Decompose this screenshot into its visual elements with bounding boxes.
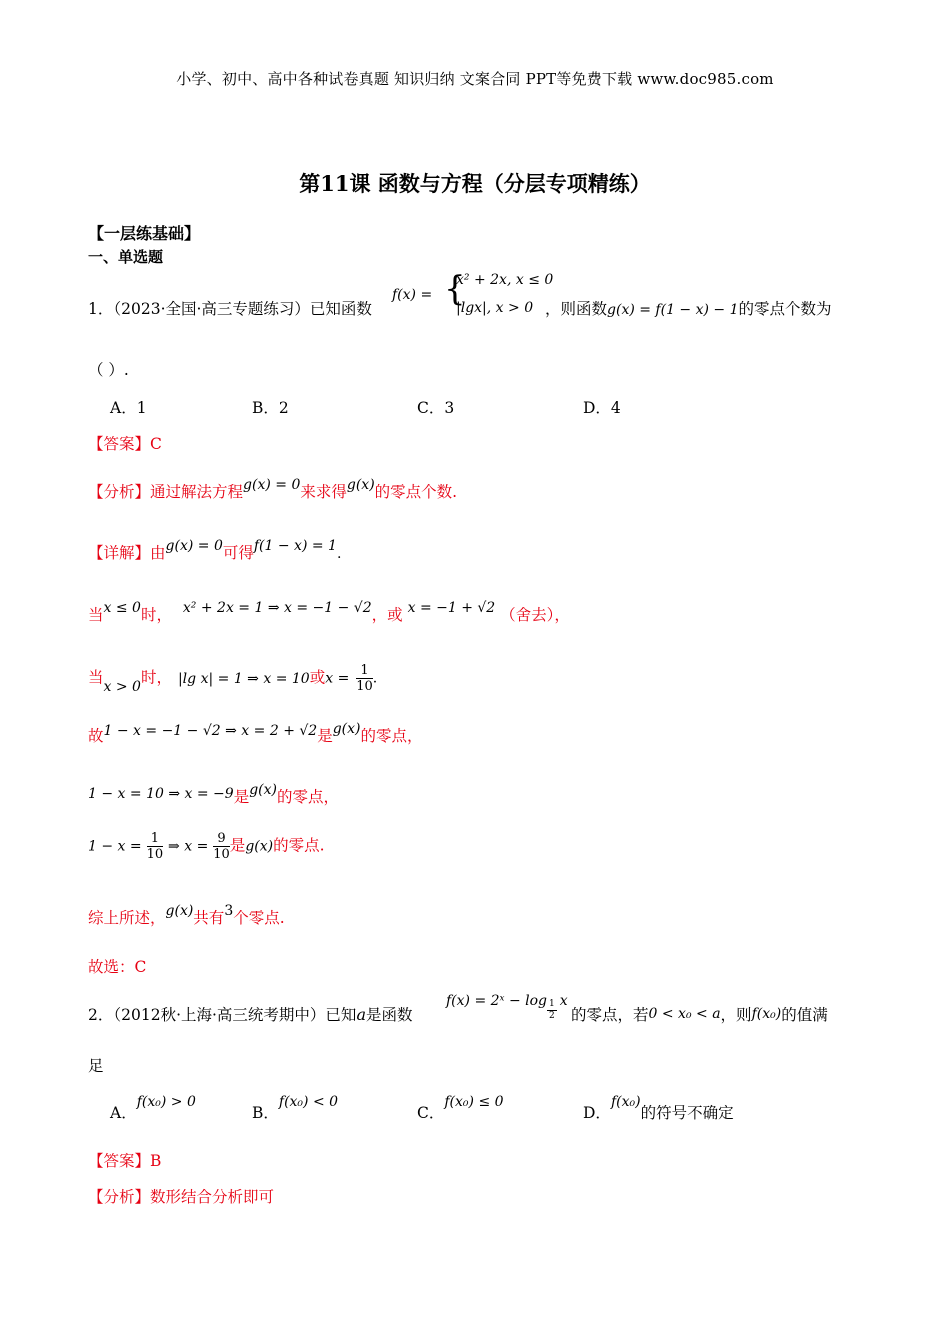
option-label: B． <box>252 1104 279 1122</box>
option-suffix: 的符号不确定 <box>640 1104 734 1122</box>
q2-option-c <box>417 1094 504 1123</box>
q1-option-c: C．3 <box>417 399 455 417</box>
analysis-text: 通过解法方程 <box>150 483 244 501</box>
q2-text: 是函数 <box>365 1006 413 1024</box>
math-gx: g(x) <box>245 838 274 855</box>
q1-zero-1 <box>88 721 423 746</box>
case-text: 当 <box>88 668 104 687</box>
q1-source: （2023·全国·高三专题练习）已知函数 <box>113 300 372 318</box>
q1-option-b: B．2 <box>252 399 289 417</box>
fraction-den: 10 <box>213 847 230 862</box>
case-text: . <box>372 670 378 687</box>
q2-answer: 【答案】B <box>88 1152 162 1170</box>
zero-text: 故 <box>88 727 104 745</box>
analysis-text: 来求得 <box>300 483 347 501</box>
q1-zero-3 <box>88 832 325 861</box>
analysis-label: 【分析】 <box>88 1188 151 1206</box>
math-g-eq-0: g(x) = 0 <box>243 477 301 493</box>
q1-choice: 故选：C <box>88 958 147 976</box>
math-cond: x > 0 <box>103 678 141 695</box>
option-label: D． <box>583 1104 611 1122</box>
summary-text: 共有 <box>193 909 225 927</box>
q1-mid: ，则函数 <box>545 300 608 318</box>
detail-label: 【详解】 <box>88 544 151 562</box>
analysis-label: 【分析】 <box>88 483 151 501</box>
q1-case-b <box>88 664 377 693</box>
log-base <box>547 1000 557 1021</box>
fraction-den: 10 <box>146 847 164 862</box>
case-text: 时， <box>140 668 172 687</box>
fraction-num: 1 <box>549 999 555 1009</box>
option-math: f(x₀) > 0 <box>136 1094 196 1110</box>
fraction-num: 1 <box>147 832 164 847</box>
math-a: a <box>356 1005 366 1024</box>
q2-option-b <box>252 1094 339 1123</box>
brace-symbol: { <box>444 269 466 309</box>
fraction-den: 2 <box>549 1011 555 1021</box>
q2-option-a <box>110 1094 196 1123</box>
page-title: 第11课 函数与方程（分层专项精练） <box>299 171 651 196</box>
math-fx: f(x) = 2ˣ − log <box>446 993 548 1009</box>
subsection-label: 一、单选题 <box>88 248 164 266</box>
option-label: C． <box>417 1104 445 1122</box>
q2-number: 2． <box>88 1006 114 1024</box>
fraction <box>147 832 164 861</box>
zero-text: 的零点， <box>360 727 423 745</box>
q2-analysis <box>88 1185 274 1207</box>
math-eq: x = <box>325 670 350 687</box>
q2-text: 的值满 <box>781 1006 828 1024</box>
summary-text: 个零点. <box>233 909 285 927</box>
zero-text: 是 <box>317 727 333 745</box>
q1-answer: 【答案】C <box>88 435 162 453</box>
q2-text: 的零点，若 <box>571 1006 649 1024</box>
fraction-num: 1 <box>356 664 373 679</box>
math-f-eq-1: f(1 − x) = 1 <box>253 538 337 554</box>
zero-text: 的零点， <box>276 788 339 806</box>
page-header: 小学、初中、高中各种试卷真题 知识归纳 文案合同 PPT等免费下载 www.doc985.com <box>176 70 774 88</box>
section-label: 【一层练基础】 <box>88 224 201 243</box>
case-text: 时， <box>140 606 172 624</box>
q1-case2: |lgx|, x > 0 <box>456 300 534 316</box>
q2-option-d <box>583 1094 734 1123</box>
q1-paren: （ ）. <box>88 361 129 379</box>
q2-stem-tail: 足 <box>88 1057 104 1075</box>
q1-stem-end <box>545 297 832 319</box>
q1-tail: 的零点个数为 <box>738 300 832 318</box>
math-gx: g(x) <box>165 903 194 919</box>
q1-case-a <box>88 600 570 625</box>
math-eq: 1 − x = 10 ⇒ x = −9 <box>88 786 234 802</box>
detail-text: . <box>336 546 342 562</box>
zero-text: 的零点. <box>273 836 325 855</box>
case-text: ，或 <box>371 606 403 624</box>
math-eq: x² + 2x = 1 ⇒ x = −1 − √2 <box>182 600 372 616</box>
q1-number: 1． <box>88 300 114 318</box>
detail-text: 由 <box>150 544 166 562</box>
q1-summary <box>88 903 285 928</box>
q1-gx-def: g(x) = f(1 − x) − 1 <box>607 302 739 318</box>
fraction <box>356 664 373 693</box>
q2-stem <box>88 1003 413 1025</box>
math-x: x <box>559 993 568 1009</box>
q2-source: （2012秋·上海·高三统考期中）已知 <box>113 1006 357 1024</box>
math-gx: g(x) <box>249 782 277 798</box>
q1-case1: x² + 2x, x ≤ 0 <box>456 272 554 288</box>
case-text: （舍去）， <box>500 606 570 624</box>
option-math: f(x₀) < 0 <box>278 1094 339 1110</box>
math-gx: g(x) <box>346 477 375 493</box>
option-label: A． <box>110 1104 137 1122</box>
math-fx0: f(x₀) <box>751 1006 782 1022</box>
option-math: f(x₀) <box>610 1094 641 1110</box>
q1-zero-2 <box>88 782 339 807</box>
case-text: 或 <box>309 668 326 687</box>
fraction <box>213 832 230 861</box>
math-cond: x ≤ 0 <box>103 600 141 616</box>
analysis-text: 的零点个数. <box>374 483 458 501</box>
math-eq: ⇒ x = <box>168 838 209 855</box>
case-text: 当 <box>88 606 104 624</box>
detail-text: 可得 <box>222 544 254 562</box>
q1-detail <box>88 538 342 563</box>
q2-stem-end <box>571 1003 828 1025</box>
math-eq: x = −1 + √2 <box>407 600 496 616</box>
math-eq: 1 − x = −1 − √2 ⇒ x = 2 + √2 <box>103 723 318 739</box>
math-eq: |lg x| = 1 ⇒ x = 10 <box>177 670 310 687</box>
math-g-eq-0: g(x) = 0 <box>165 538 223 554</box>
q1-analysis <box>88 477 458 502</box>
fraction-num: 9 <box>213 832 230 847</box>
math-eq: 1 − x = <box>88 838 142 855</box>
summary-text: 综上所述， <box>88 909 166 927</box>
zero-text: 是 <box>233 788 250 806</box>
q2-text: ，则 <box>720 1006 752 1024</box>
fraction-den: 10 <box>356 679 373 694</box>
math-gx: g(x) <box>332 721 361 737</box>
q1-stem-start <box>88 297 372 319</box>
option-math: f(x₀) ≤ 0 <box>444 1094 504 1110</box>
math-cond: 0 < x₀ < a <box>648 1006 721 1022</box>
summary-count: 3 <box>224 903 234 919</box>
analysis-text: 数形结合分析即可 <box>150 1188 275 1206</box>
q1-fx: f(x) = <box>392 287 433 303</box>
q1-option-a: A．1 <box>110 399 147 417</box>
zero-text: 是 <box>229 836 246 855</box>
q2-function <box>446 990 568 1021</box>
q1-option-d: D．4 <box>583 399 621 417</box>
